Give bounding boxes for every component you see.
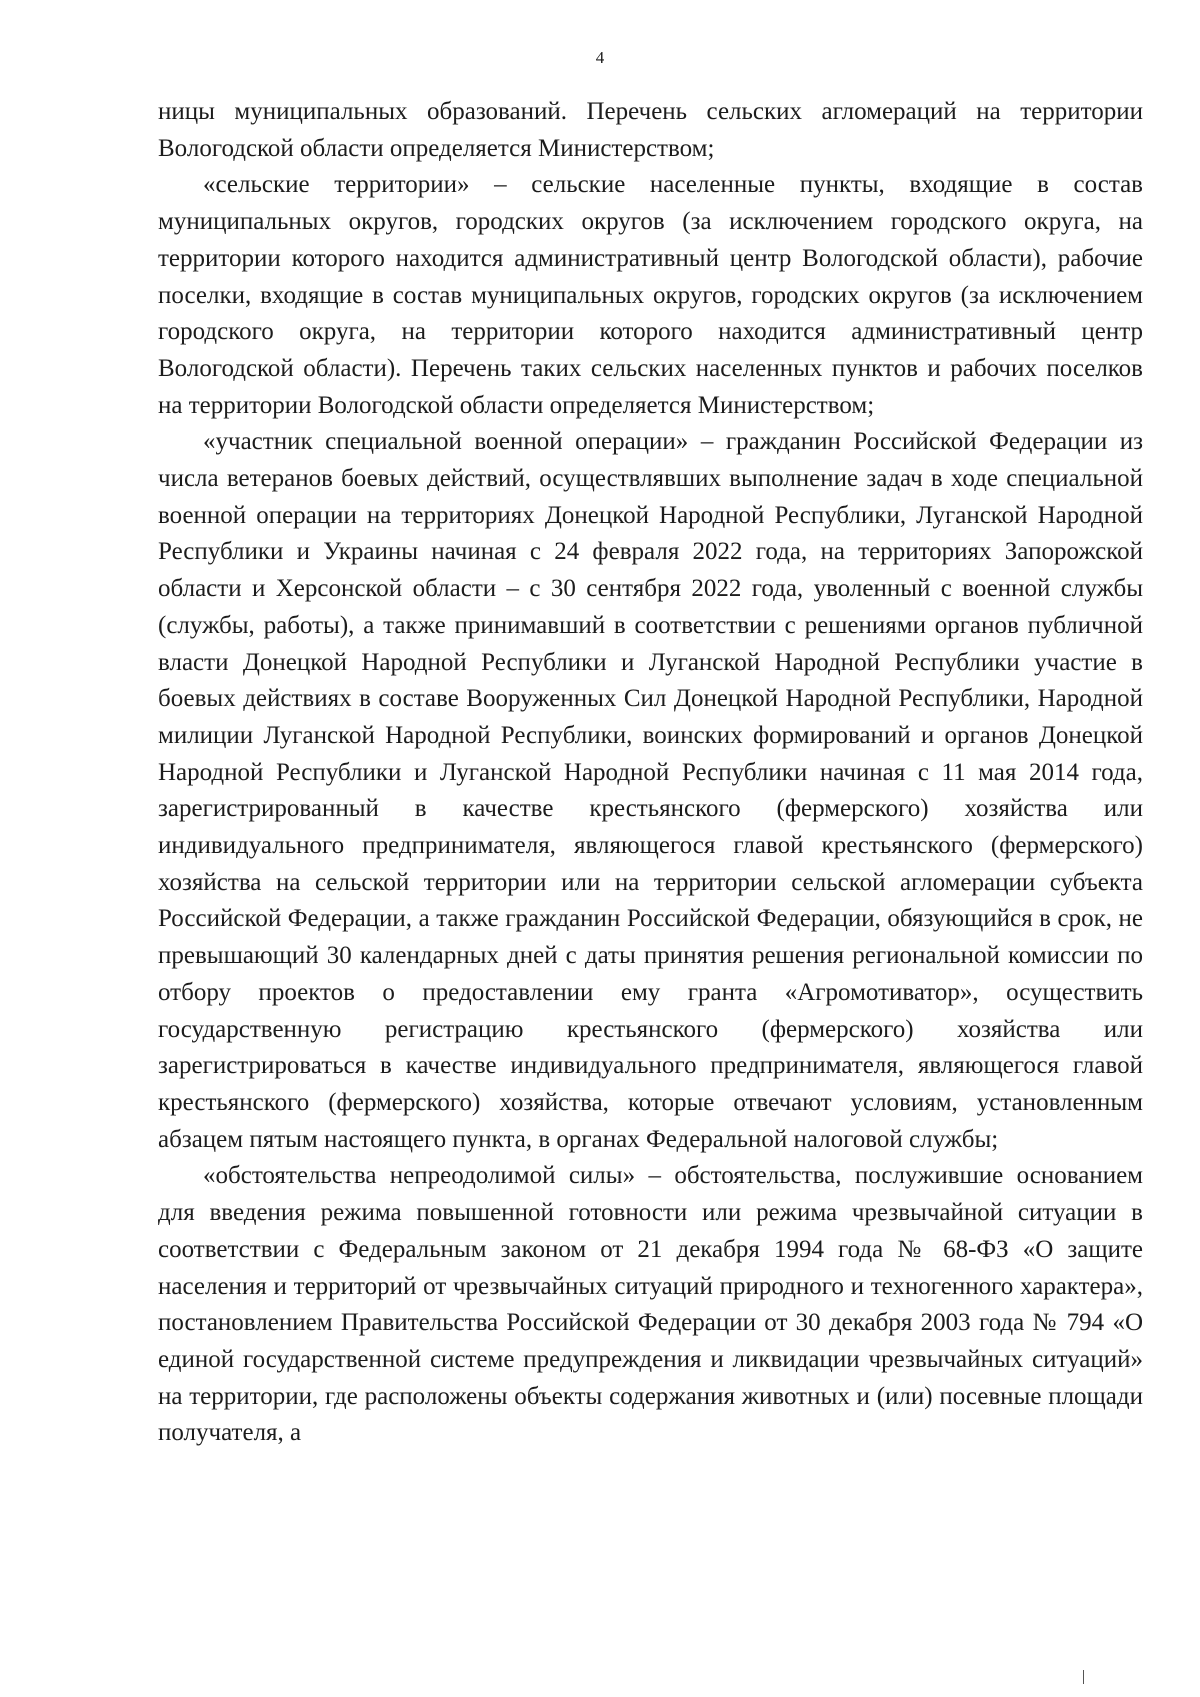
paragraph-continuation: ницы муниципальных образований. Перечень сельских агломераций на территории Вологодской области определяется Министерством; <box>158 98 1143 162</box>
paragraph-force-majeure-definition: «обстоятельства непреодолимой силы» – обстоятельства, послужившие основанием для введения режима повышенной готовности или режима чрезвычайной ситуации в соответствии с Федеральным законом от 21 декабря 1994 года № 68-ФЗ «О защите населения и территорий от чрезвычайных ситуаций природного и техногенного характера», постановлением Правительства Российской Федерации от 30 декабря 2003 года № 794 «О единой государственной системе предупреждения и ликвидации чрезвычайных ситуаций» на территории, где расположены объекты содержания животных и (или) посевные площади получателя, а <box>158 1162 1143 1447</box>
scan-artifact <box>1083 1670 1084 1684</box>
page-number: 4 <box>595 48 605 67</box>
document-body <box>158 94 1143 1452</box>
paragraph-rural-territories-definition: «сельские территории» – сельские населенные пункты, входящие в состав муниципальных округов, городских округов (за исключением городского округа, на территории которого находится административный центр Вологодской области), рабочие поселки, входящие в состав муниципальных округов, городских округов (за исключением городского округа, на территории которого находится административный центр Вологодской области). Перечень таких сельских населенных пунктов и рабочих поселков на территории Вологодской области определяется Министерством; <box>158 171 1143 419</box>
paragraph-svo-participant-definition: «участник специальной военной операции» – гражданин Российской Федерации из числа ветеранов боевых действий, осуществлявших выполнение задач в ходе специальной военной операции на территориях Донецкой Народной Республики, Луганской Народной Республики и Украины начиная с 24 февраля 2022 года, на территориях Запорожской области и Херсонской области – с 30 сентября 2022 года, уволенный с военной службы (службы, работы), а также принимавший в соответствии с решениями органов публичной власти Донецкой Народной Республики и Луганской Народной Республики участие в боевых действиях в составе Вооруженных Сил Донецкой Народной Республики, Народной милиции Луганской Народной Республики, воинских формирований и органов Донецкой Народной Республики и Луганской Народной Республики начиная с 11 мая 2014 года, зарегистрированный в качестве крестьянского (фермерского) хозяйства или индивидуального предпринимателя, являющегося главой крестьянского (фермерского) хозяйства на сельской территории или на территории сельской агломерации субъекта Российской Федерации, а также гражданин Российской Федерации, обязующийся в срок, не превышающий 30 календарных дней с даты принятия решения региональной комиссии по отбору проектов о предоставлении ему гранта «Агромотиватор», осуществить государственную регистрацию крестьянского (фермерского) хозяйства или зарегистрироваться в качестве индивидуального предпринимателя, являющегося главой крестьянского (фермерского) хозяйства, которые отвечают условиям, установленным абзацем пятым настоящего пункта, в органах Федеральной налоговой службы; <box>158 428 1143 1153</box>
